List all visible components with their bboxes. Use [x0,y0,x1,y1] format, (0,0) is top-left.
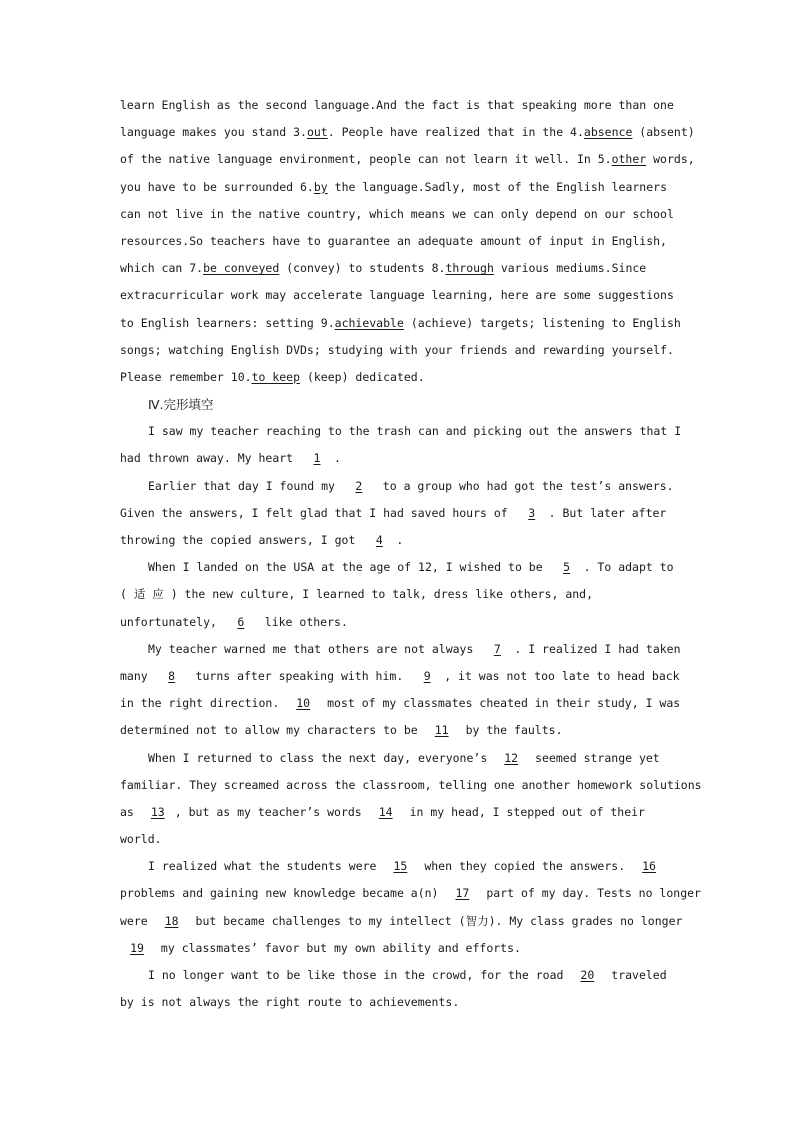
blank-1: 1 [313,451,321,466]
blank-18: 18 [164,913,179,928]
answer-7: be conveyed [203,261,280,276]
text: many [120,668,155,683]
text: most of my classmates cheated in their study, I was [320,696,681,711]
text: problems and gaining new knowledge became a(n) [120,886,446,901]
blank-3: 3 [528,505,536,520]
text-line [120,908,683,935]
text: . [334,451,341,466]
text: were [120,913,155,928]
text: to English learners: setting 9. [120,315,335,330]
text-line [120,119,695,146]
text: in my head, I stepped out of their [402,804,645,819]
blank-17: 17 [455,886,470,901]
answer-8: through [445,261,494,276]
text: but became challenges to my intellect (智力). My class grades no longer [188,913,683,928]
blank-7: 7 [493,641,501,656]
text-line [120,228,680,255]
text: Please remember 10. [120,369,252,384]
text: When I landed on the USA at the age of 12, I wished to be [148,560,550,575]
text-line [120,310,680,337]
text: When I returned to class the next day, everyone’s [148,750,495,765]
text: My teacher warned me that others are not always [148,641,481,656]
answer-9: achievable [334,315,404,330]
text: . But later after [548,505,667,520]
text-line [120,146,695,173]
blank-19: 19 [130,940,144,955]
text: had thrown away. My heart [120,451,301,466]
blank-20: 20 [580,968,595,982]
text: unfortunately, [120,614,224,629]
text: ( 适 应 ) the new culture, I learned to talk, dress like others, and, [120,587,594,602]
text: . People have realized that in the 4. [327,125,584,140]
text-line [120,255,680,282]
text: Given the answers, I felt glad that I had saved hours of [120,505,515,520]
blank-16: 16 [642,859,656,874]
text-line [120,364,680,391]
blank-12: 12 [504,750,519,765]
text-line [120,717,680,744]
text: by the faults. [458,723,563,738]
text-line [120,609,680,636]
text-line [120,799,680,826]
text: can not live in the native country, which means we can only depend on our school [120,206,674,221]
text: turns after speaking with him. [188,668,411,683]
text-line [120,581,680,608]
text: various mediums.Since [493,261,647,276]
text-line [120,337,680,364]
text: songs; watching English DVDs; studying with your friends and rewarding yourself. [120,342,674,357]
blank-9: 9 [423,668,431,683]
text-line [120,935,680,962]
text: learn English as the second language.And the fact is that speaking more than one [120,98,674,112]
document-page [120,92,702,1016]
blank-15: 15 [393,859,408,874]
text: . I realized I had taken [514,641,681,656]
blank-10: 10 [296,696,311,711]
text: the language.Sadly, most of the English learners [327,179,667,194]
text: (absent) [632,125,695,140]
text: determined not to allow my characters to be [120,723,425,738]
text: Earlier that day I found my [148,478,342,493]
blank-13: 13 [150,804,165,819]
text-line [120,445,680,472]
text-line [120,282,680,309]
blank-5: 5 [563,560,571,575]
text-line [120,880,701,907]
text-line [120,554,680,581]
text-line [120,527,680,554]
text: words, [646,152,695,167]
section-heading: Ⅳ.完形填空 [148,397,214,413]
text: , it was not too late to head back [444,668,680,683]
text-line [120,745,680,772]
text: part of my day. Tests no longer [479,886,701,901]
text-line [120,989,680,1016]
text: language makes you stand 3. [120,125,307,140]
blank-14: 14 [378,804,393,819]
text: . [396,533,404,547]
text: (achieve) targets; listening to English [403,315,681,330]
answer-4: absence [583,125,633,140]
answer-3: out [306,125,328,140]
text: in the right direction. [120,696,287,711]
text: by is not always the right route to achievements. [120,995,460,1010]
text: of the native language environment, people can not learn it well. In 5. [120,152,612,167]
text: I no longer want to be like those in the crowd, for the road [148,968,571,982]
text: I realized what the students were [148,859,384,874]
text: my classmates’ favor but my own ability and efforts. [154,940,521,955]
text: throwing the copied answers, I got [120,533,363,547]
text-line [120,92,680,119]
answer-10: to keep [251,369,301,384]
text: like others. [257,614,348,629]
text-line [120,418,680,445]
text: (keep) dedicated. [300,369,425,384]
text: world. [120,832,162,847]
text: to a group who had got the test’s answers. [375,478,674,493]
text-line [120,826,680,853]
text-line [120,500,680,527]
text: which can 7. [120,261,204,276]
text: as [120,804,141,819]
answer-6: by [313,179,328,194]
text: resources.So teachers have to guarantee an adequate amount of input in English, [120,233,667,248]
blank-2: 2 [355,478,363,493]
text: I saw my teacher reaching to the trash can and picking out the answers that I [148,424,682,439]
text-line [120,690,680,717]
text-line [120,853,680,880]
blank-4: 4 [375,533,383,547]
blank-11: 11 [434,723,449,738]
text: , but as my teacher’s words [174,804,369,819]
text-line [120,663,680,690]
text-line [120,772,702,799]
text: you have to be surrounded 6. [120,179,314,194]
text-line [120,636,680,663]
blank-8: 8 [168,668,176,683]
text: . To adapt to [583,560,674,575]
text-line [120,962,680,989]
text: familiar. They screamed across the classroom, telling one another homework solutions [120,777,702,792]
text: (convey) to students 8. [279,261,446,276]
text: traveled [604,968,667,982]
blank-6: 6 [237,614,245,629]
text: when they copied the answers. [417,859,633,874]
text: seemed strange yet [528,750,660,765]
text-line [120,201,680,228]
text-line [120,174,680,201]
text: extracurricular work may accelerate language learning, here are some suggestions [120,288,674,303]
text-line [120,473,680,500]
answer-5: other [611,152,647,167]
